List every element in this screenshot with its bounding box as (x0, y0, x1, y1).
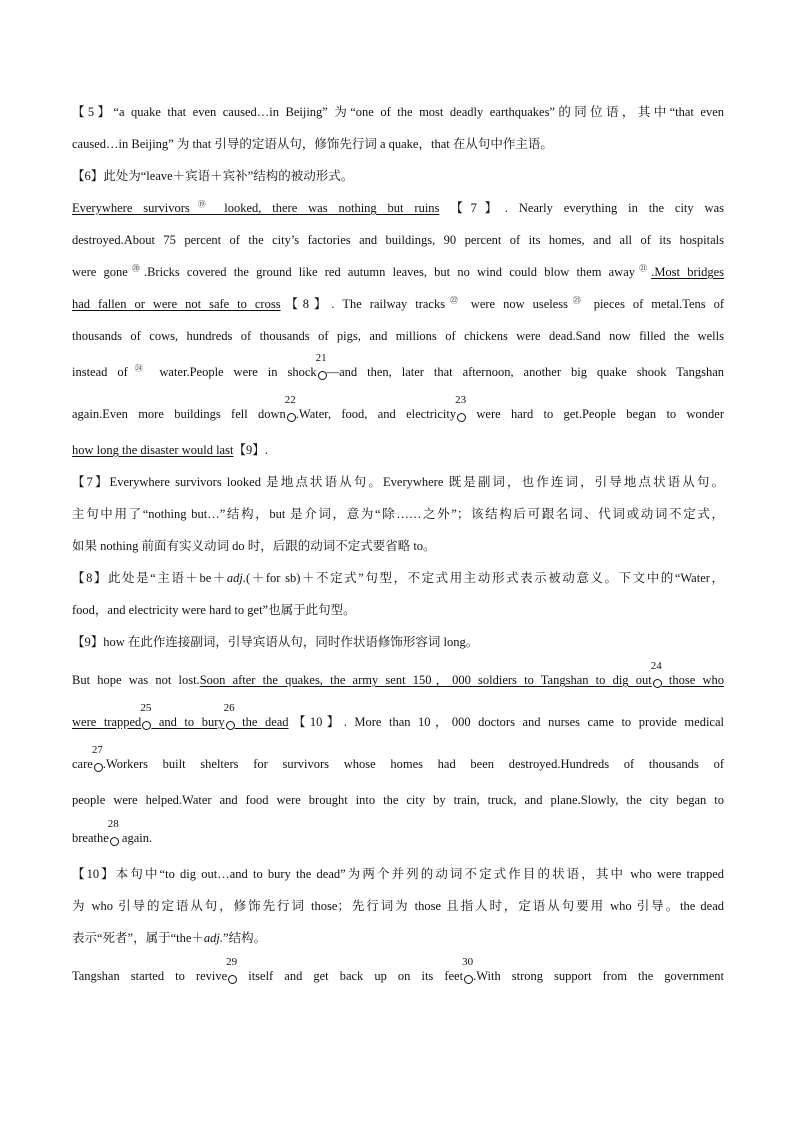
blank-marker-29 (226, 956, 238, 984)
text-span: 【9】. (233, 443, 268, 457)
note-5-line-2 (72, 136, 724, 152)
blank-number: 30 (462, 956, 474, 968)
text-span: again. (118, 831, 153, 845)
blank-number: 29 (226, 956, 238, 968)
text-span: breathe (72, 831, 109, 845)
passage-1-line-7 (72, 394, 724, 422)
text-span: and to bury (151, 715, 225, 729)
blank-circle (318, 371, 327, 380)
blank-marker-24 (650, 660, 662, 688)
text-span: people were helped.Water and food were brought into the city by train, truck, and plane.Slowly, the city began to (72, 793, 724, 807)
blank-marker-27 (91, 744, 103, 772)
note-7-line-1 (72, 474, 724, 490)
circled-number-21: ㉑ (635, 264, 652, 273)
blank-marker-28 (107, 818, 119, 846)
text-span: Tangshan started to revive (72, 969, 228, 983)
blank-circle (94, 763, 103, 772)
note-7-text: 如果 nothing 前面有实义动词 do 时，后跟的动词不定式要省略 to。 (72, 539, 436, 553)
note-7-line-3 (72, 538, 724, 554)
note-5-text-2: caused…in Beijing” 为 that 引导的定语从句，修饰先行词 a quake，that 在从句中作主语。 (72, 137, 553, 151)
blank-circle (287, 413, 296, 422)
note-8-text: (＋for sb)＋不定式”句型，不定式用主动形式表示被动意义。下文中的“Water， (246, 571, 724, 585)
passage-1-line-5 (72, 328, 724, 344)
text-span: care (72, 757, 93, 771)
note-8-text: 【8】此处是“主语＋be＋ (72, 571, 227, 585)
blank-circle (464, 975, 473, 984)
note-10-line-2 (72, 898, 724, 914)
underlined-text: how long the disaster would last (72, 443, 234, 457)
note-5-line-1 (72, 104, 724, 120)
underlined-clause (199, 660, 724, 687)
text-span: the dead (234, 715, 289, 729)
italic-term: adj. (226, 571, 247, 585)
text-span: again.Even more buildings fell down (72, 407, 286, 421)
circled-number-24: ㉔ (127, 364, 150, 373)
passage-1-line-3 (72, 264, 724, 280)
circled-number-20: ⑳ (127, 264, 144, 273)
note-9 (72, 634, 724, 650)
blank-marker-23 (455, 394, 467, 422)
note-10-text: 【10】本句中“to dig out…and to bury the dead”为两个并列的动词不定式作目的状语，其中 who were trapped (72, 867, 724, 881)
blank-marker-21 (315, 352, 327, 380)
passage-1-line-6 (72, 352, 725, 380)
blank-number: 26 (223, 702, 235, 714)
text-span: those who (661, 673, 724, 687)
text-span: 【10】. More than 10，000 doctors and nurses came to provide medical (288, 715, 724, 729)
blank-marker-30 (462, 956, 474, 984)
text-span: pieces of metal.Tens of (585, 297, 725, 311)
note-9-text: 【9】how 在此作连接副词，引导宾语从句，同时作状语修饰形容词 long。 (72, 635, 479, 649)
text-span: But hope was not lost. (72, 673, 200, 687)
text-span: were trapped (72, 715, 142, 729)
note-5-text-1: 【5】“a quake that even caused…in Beijing” 为“one of the most deadly earthquakes”的同位语，其中“that even (72, 105, 724, 119)
blank-circle (142, 721, 151, 730)
note-10-line-3 (72, 930, 724, 946)
text-span: thousands of cows, hundreds of thousands of pigs, and millions of chickens were dead.Sand now filled the wells (72, 329, 724, 343)
note-6-text: 【6】此处为“leave＋宾语＋宾补”结构的被动形式。 (72, 169, 354, 183)
passage-1-line-4 (72, 296, 724, 312)
passage-3-line-1 (72, 956, 724, 984)
text-span: looked, there was nothing but ruins (213, 201, 440, 215)
text-span: 【8】. The railway tracks (280, 297, 446, 311)
blank-number: 25 (140, 702, 152, 714)
blank-circle (653, 679, 662, 688)
note-7-text: 主句中用了“nothing but…”结构，but 是介词，意为“除……之外”；该结构后可跟名词、代词或动词不定式， (72, 507, 724, 521)
underlined-text: .Most bridges (651, 265, 725, 279)
blank-number: 23 (455, 394, 467, 406)
text-span: .Bricks covered the ground like red autumn leaves, but no wind could blow them away (143, 265, 636, 279)
blank-circle (228, 975, 237, 984)
passage-1-line-8 (72, 442, 724, 458)
text-span: water.People were in shock (149, 365, 317, 379)
passage-1-line-1 (72, 200, 724, 216)
passage-2-line-1 (72, 660, 724, 688)
text-span: Soon after the quakes, the army sent 150，000 soldiers to Tangshan to dig out (199, 673, 652, 687)
passage-2-line-3 (72, 744, 724, 772)
text-span: .With strong support from the government (473, 969, 724, 983)
text-span: were gone (72, 265, 128, 279)
blank-circle (110, 837, 119, 846)
underlined-clause (72, 702, 289, 729)
blank-number: 21 (315, 352, 327, 364)
circled-number-23: ㉓ (568, 296, 586, 305)
note-10-text: ”结构。 (223, 931, 267, 945)
text-span: 【7】. Nearly everything in the city was (439, 201, 724, 215)
note-7-line-2 (72, 506, 724, 522)
text-span: .Workers built shelters for survivors whose homes had been destroyed.Hundreds of thousands of (102, 757, 724, 771)
blank-marker-22 (284, 394, 296, 422)
note-8-line-1 (72, 570, 724, 586)
blank-number: 27 (91, 744, 103, 756)
circled-number-22: ㉒ (445, 296, 463, 305)
italic-term: adj. (203, 931, 224, 945)
note-10-text: 为 who 引导的定语从句，修饰先行词 those；先行词为 those 且指人时，定语从句要用 who 引导。the dead (72, 899, 724, 913)
text-span: Everywhere survivors (72, 201, 190, 215)
underlined-text: had fallen or were not safe to cross (72, 297, 281, 311)
text-span: itself and get back up on its feet (237, 969, 464, 983)
blank-number: 22 (284, 394, 296, 406)
text-span: —and then, later that afternoon, another big quake shook Tangshan (326, 365, 725, 379)
blank-number: 24 (650, 660, 662, 672)
text-span: instead of (72, 365, 128, 379)
blank-marker-25 (140, 702, 152, 730)
text-span: were now useless (462, 297, 568, 311)
blank-number: 28 (107, 818, 119, 830)
circled-number-19: ⑲ (189, 200, 214, 209)
text-span: were hard to get.People began to wonder (466, 407, 724, 421)
blank-circle (457, 413, 466, 422)
passage-1-line-2 (72, 232, 724, 248)
note-10-text: 表示“死者”，属于“the＋ (72, 931, 204, 945)
text-span: destroyed.About 75 percent of the city’s factories and buildings, 90 percent of its homes, and all of its hospitals (72, 233, 724, 247)
passage-2-line-5 (72, 818, 724, 846)
passage-2-line-4 (72, 792, 724, 808)
blank-marker-26 (223, 702, 235, 730)
note-8-text: food，and electricity were hard to get”也属于此句型。 (72, 603, 356, 617)
underlined-clause (72, 201, 439, 215)
note-10-line-1 (72, 866, 724, 882)
note-7-text: 【7】Everywhere survivors looked 是地点状语从句。Everywhere 既是副词，也作连词，引导地点状语从句。 (72, 475, 724, 489)
text-span: .Water, food, and electricity (295, 407, 457, 421)
note-6 (72, 168, 724, 184)
blank-circle (226, 721, 235, 730)
note-8-line-2 (72, 602, 724, 618)
passage-2-line-2 (72, 702, 724, 730)
